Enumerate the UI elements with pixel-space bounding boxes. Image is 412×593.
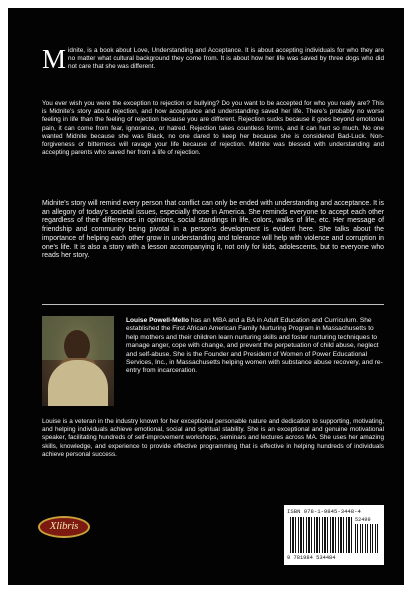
author-bio-text: has an MBA and a BA in Adult Education and Curriculum. She established the First African American Family Nurturing Program in Massachusetts to help mothers and their children learn nurturing skills and foster nurturing techniques to manage anger, cope with change, and prevent the perpetuation of child abuse, neglect and self-abuse. She is the Founder and President of Women of Power Educational Services, Inc., in Massachusetts helping women with substance abuse recovery, and re-entry from incarceration. bbox=[126, 317, 383, 375]
isbn-number: ISBN 978-1-9845-3448-4 bbox=[287, 508, 361, 515]
section-divider bbox=[42, 304, 384, 305]
price-code: 52499 bbox=[355, 517, 371, 523]
drop-cap: M bbox=[42, 44, 67, 74]
author-career-paragraph: Louise is a veteran in the industry known for her exceptional personable nature and dedication to supporting, motivating, and helping individuals achieve emotional, social and spiritual stability. She is an exceptional and genuine motivational speaker, facilitating hundreds of self-improvement workshops, seminars and lectures across MA. She uses her amazing skills, knowledge, and experience to provide effective programming that is effective in helping hundreds of individuals achieve personal success. bbox=[42, 418, 384, 458]
intro-text: idnite, is a book about Love, Understanding and Acceptance. It is about accepting individuals for who they are no matter what cultural background they come from. It is about how her life was saved by three dogs who did not care that she was different. bbox=[68, 47, 384, 71]
story-message-paragraph: Midnite's story will remind every person that conflict can only be ended with understanding and acceptance. It is an allegory of today's societal issues, especially those in America. She reminds everyone to accept each other regardless of their differences in opinions, social standings in life, colors, walks of life, etc. Her message of friendship and community being pivotal in a person's development is evident here. She talks about the importance of helping each other grow in understanding and tolerance will help with violence and corruption in one's life. It is also a story with a lesson accompanying it, not only for kids, adolescents, but to everyone who reads her story. bbox=[42, 200, 384, 260]
publisher-logo-text: Xlibris bbox=[49, 520, 79, 532]
author-name: Louise Powell-Mello bbox=[126, 317, 190, 324]
rejection-paragraph: You ever wish you were the exception to rejection or bullying? Do you want to be accepted for who you really are? This is Midnite's story about rejection, and how acceptance and understanding saved her life. There's probably no worse feeling in life than the feeling of rejection because you are different. Rejection sucks because it goes beyond emotional pain, it can come from fear, ignorance, or hatred. Rejection takes countless forms, and it can hurt so much. No one wanted Midnite because she was Black, no one dared to keep her because she is considered Bad-Luck. Non-forgiveness or bitterness will ravage your life because of rejection. Midnite was blessed with understanding and accepting parents who saved her from a life of rejection. bbox=[42, 100, 384, 157]
intro-paragraph bbox=[42, 44, 384, 74]
author-photo bbox=[42, 316, 114, 406]
book-back-cover bbox=[8, 8, 404, 585]
barcode-main-bars bbox=[290, 517, 352, 553]
barcode-digits: 9 781984 534484 bbox=[287, 555, 336, 561]
barcode-addon-bars bbox=[355, 524, 379, 553]
publisher-logo bbox=[38, 516, 90, 538]
isbn-barcode bbox=[284, 505, 384, 565]
author-bio bbox=[126, 317, 384, 376]
